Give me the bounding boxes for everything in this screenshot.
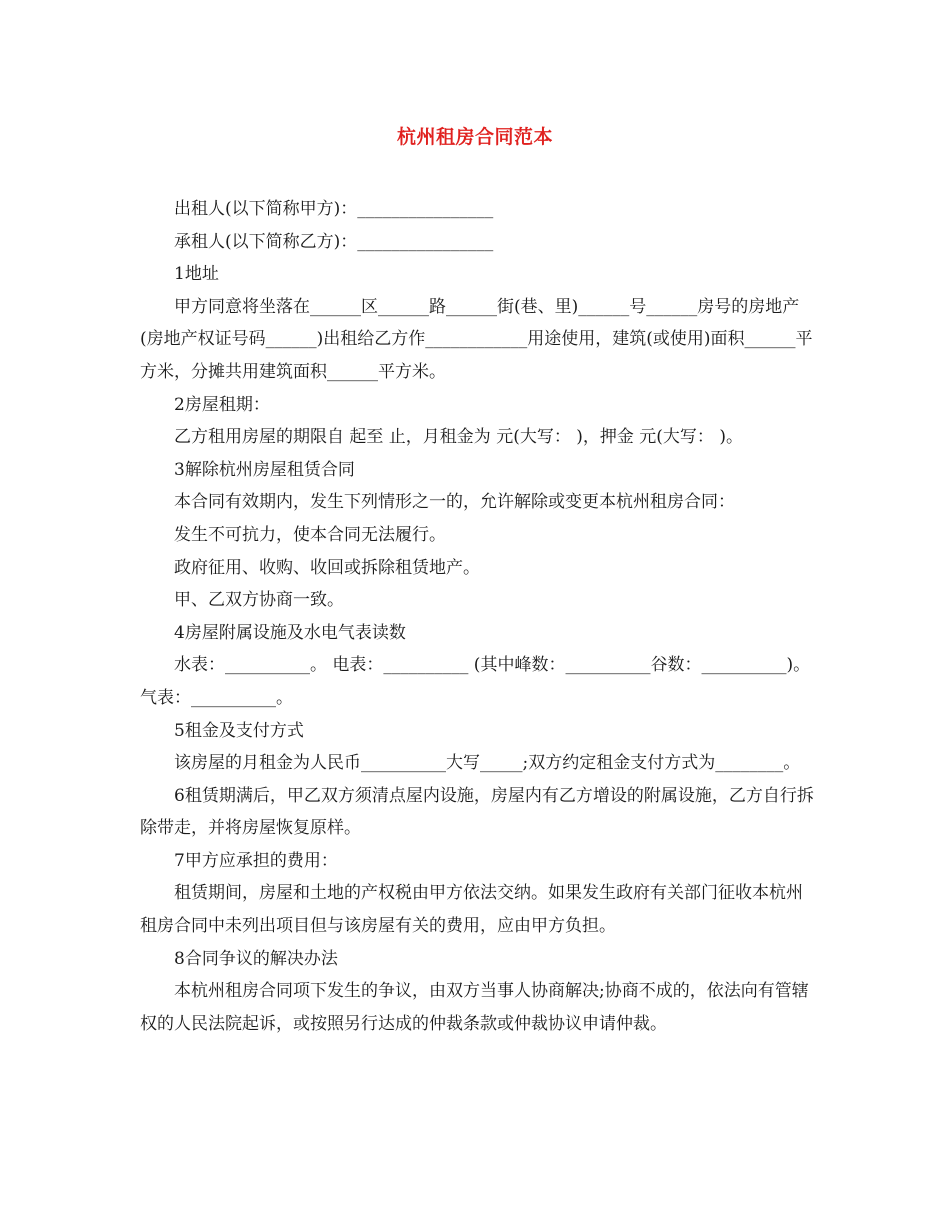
paragraph-meters: 水表：__________。 电表：__________ (其中峰数：__________谷数：__________)。气表：__________。 xyxy=(140,655,811,708)
heading-rent-payment: 5租金及支付方式 xyxy=(174,720,304,741)
heading-lessor-costs: 7甲方应承担的费用： xyxy=(174,850,338,871)
paragraph-disputes: 本杭州租房合同项下发生的争议，由双方当事人协商解决;协商不成的，依法向有管辖权的人民法院起诉，或按照另行达成的仲裁条款或仲裁协议申请仲裁。 xyxy=(140,981,809,1034)
paragraph-lessee: 承租人(以下简称乙方)：________________ xyxy=(174,231,494,252)
paragraph-mutual-agreement: 甲、乙双方协商一致。 xyxy=(174,590,344,611)
paragraph-expropriation: 政府征用、收购、收回或拆除租赁地产。 xyxy=(174,557,480,578)
paragraph-force-majeure: 发生不可抗力，使本合同无法履行。 xyxy=(174,524,446,545)
heading-disputes: 8合同争议的解决办法 xyxy=(174,948,338,969)
paragraph-termination: 本合同有效期内，发生下列情形之一的，允许解除或变更本杭州租房合同： xyxy=(174,492,735,513)
paragraph-lease-expiry: 6租赁期满后，甲乙双方须清点屋内设施，房屋内有乙方增设的附属设施，乙方自行拆除带走，并将房屋恢复原样。 xyxy=(140,785,814,839)
paragraph-lessor: 出租人(以下简称甲方)：________________ xyxy=(174,199,494,219)
paragraph-lessor-costs: 租赁期间，房屋和土地的产权税由甲方依法交纳。如果发生政府有关部门征收本杭州租房合同中未列出项目但与该房屋有关的费用，应由甲方负担。 xyxy=(140,883,803,937)
document-body xyxy=(140,193,818,1040)
document-title: 杭州租房合同范本 xyxy=(396,126,553,148)
paragraph-lease-term: 乙方租用房屋的期限自 起至 止，月租金为 元(大写： )，押金 元(大写： )。 xyxy=(174,427,743,448)
paragraph-rent-payment: 该房屋的月租金为人民币__________大写_____;双方约定租金支付方式为________。 xyxy=(174,753,801,774)
paragraph-address: 甲方同意将坐落在______区______路______街(巷、里)______号______房号的房地产(房地产权证号码______)出租给乙方作____________用途使用，建筑(或使用)面积______平方米，分摊共用建筑面积______平方米。 xyxy=(140,296,813,382)
heading-termination: 3解除杭州房屋租赁合同 xyxy=(174,459,355,480)
heading-lease-term: 2房屋租期： xyxy=(174,394,270,415)
heading-meters: 4房屋附属设施及水电气表读数 xyxy=(174,622,406,643)
heading-address: 1地址 xyxy=(174,264,219,285)
